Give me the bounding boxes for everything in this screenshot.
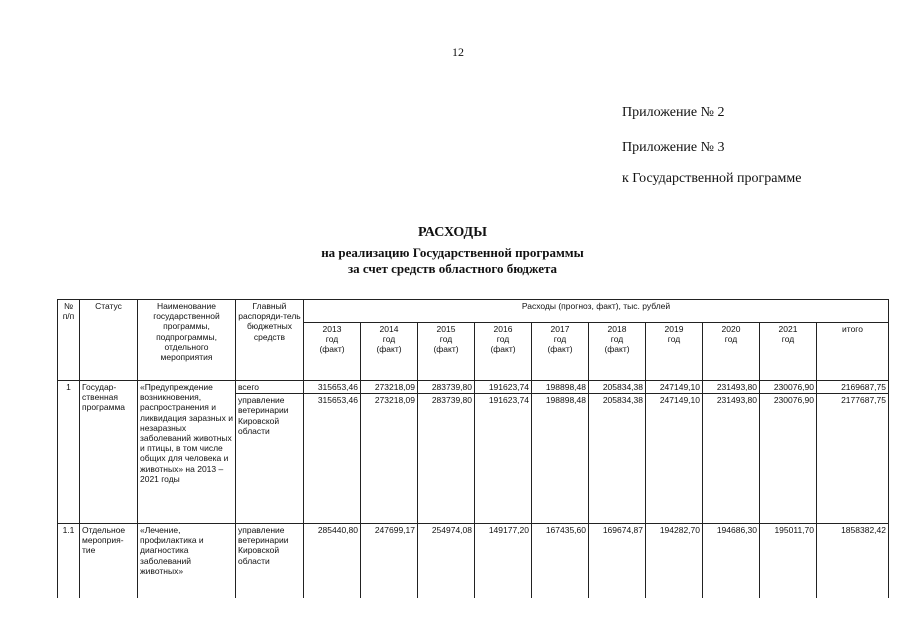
value-cell: 283739,80 (418, 394, 475, 524)
year-header: 2019 год (646, 322, 703, 380)
document-subtitle-1: на реализацию Государственной программы (321, 245, 584, 260)
table-row (58, 524, 889, 599)
value-cell: 273218,09 (361, 394, 418, 524)
value-cell: 247149,10 (646, 394, 703, 524)
value-cell: 194282,70 (646, 524, 703, 599)
header-name: Наименование государственной программы, подпрограммы, отдельного мероприятия (138, 300, 236, 381)
value-cell: 315653,46 (304, 381, 361, 394)
value-cell: 191623,74 (475, 381, 532, 394)
row-manager: всего (236, 381, 304, 394)
header-row-1 (58, 300, 889, 323)
header-expenses: Расходы (прогноз, факт), тыс. рублей (304, 300, 889, 323)
year-header: 2020 год (703, 322, 760, 380)
header-status: Статус (80, 300, 138, 381)
value-cell: 273218,09 (361, 381, 418, 394)
value-cell: 247699,17 (361, 524, 418, 599)
value-cell: 149177,20 (475, 524, 532, 599)
value-cell: 205834,38 (589, 394, 646, 524)
row-status: Государ-ственная программа (80, 381, 138, 524)
row-manager: управление ветеринарии Кировской области (236, 524, 304, 599)
total-cell: 2177687,75 (817, 394, 889, 524)
value-cell: 315653,46 (304, 394, 361, 524)
row-num: 1.1 (58, 524, 80, 599)
header-manager: Главный распоряди-тель бюджетных средств (236, 300, 304, 381)
header-total: итого (817, 322, 889, 380)
appendix-line-3: к Государственной программе (622, 171, 802, 186)
value-cell: 198898,48 (532, 381, 589, 394)
value-cell: 254974,08 (418, 524, 475, 599)
value-cell: 191623,74 (475, 394, 532, 524)
document-title: РАСХОДЫ (418, 225, 487, 240)
total-cell: 1858382,42 (817, 524, 889, 599)
value-cell: 205834,38 (589, 381, 646, 394)
value-cell: 285440,80 (304, 524, 361, 599)
value-cell: 167435,60 (532, 524, 589, 599)
expenses-table (57, 299, 889, 598)
year-header: 2018 год (факт) (589, 322, 646, 380)
value-cell: 230076,90 (760, 394, 817, 524)
year-header: 2017 год (факт) (532, 322, 589, 380)
header-num: № п/п (58, 300, 80, 381)
row-num: 1 (58, 381, 80, 524)
year-header: 2013 год (факт) (304, 322, 361, 380)
value-cell: 198898,48 (532, 394, 589, 524)
page-number: 12 (452, 45, 464, 59)
year-header: 2014 год (факт) (361, 322, 418, 380)
value-cell: 231493,80 (703, 394, 760, 524)
appendix-line-2: Приложение № 3 (622, 140, 725, 155)
value-cell: 231493,80 (703, 381, 760, 394)
table-row (58, 381, 889, 394)
value-cell: 169674,87 (589, 524, 646, 599)
value-cell: 283739,80 (418, 381, 475, 394)
appendix-line-1: Приложение № 2 (622, 105, 725, 120)
year-header: 2021 год (760, 322, 817, 380)
value-cell: 230076,90 (760, 381, 817, 394)
value-cell: 247149,10 (646, 381, 703, 394)
value-cell: 194686,30 (703, 524, 760, 599)
year-header: 2016 год (факт) (475, 322, 532, 380)
total-cell: 2169687,75 (817, 381, 889, 394)
row-manager: управление ветеринарии Кировской области (236, 394, 304, 524)
document-subtitle-2: за счет средств областного бюджета (347, 261, 558, 276)
row-name: «Лечение, профилактика и диагностика заболеваний животных» (138, 524, 236, 599)
value-cell: 195011,70 (760, 524, 817, 599)
row-name: «Предупреждение возникновения, распространения и ликвидация заразных и незаразных заболеваний животных и птицы, в том числе общих для человека и животных» на 2013 – 2021 годы (138, 381, 236, 524)
year-header: 2015 год (факт) (418, 322, 475, 380)
row-status: Отдельное мероприя-тие (80, 524, 138, 599)
